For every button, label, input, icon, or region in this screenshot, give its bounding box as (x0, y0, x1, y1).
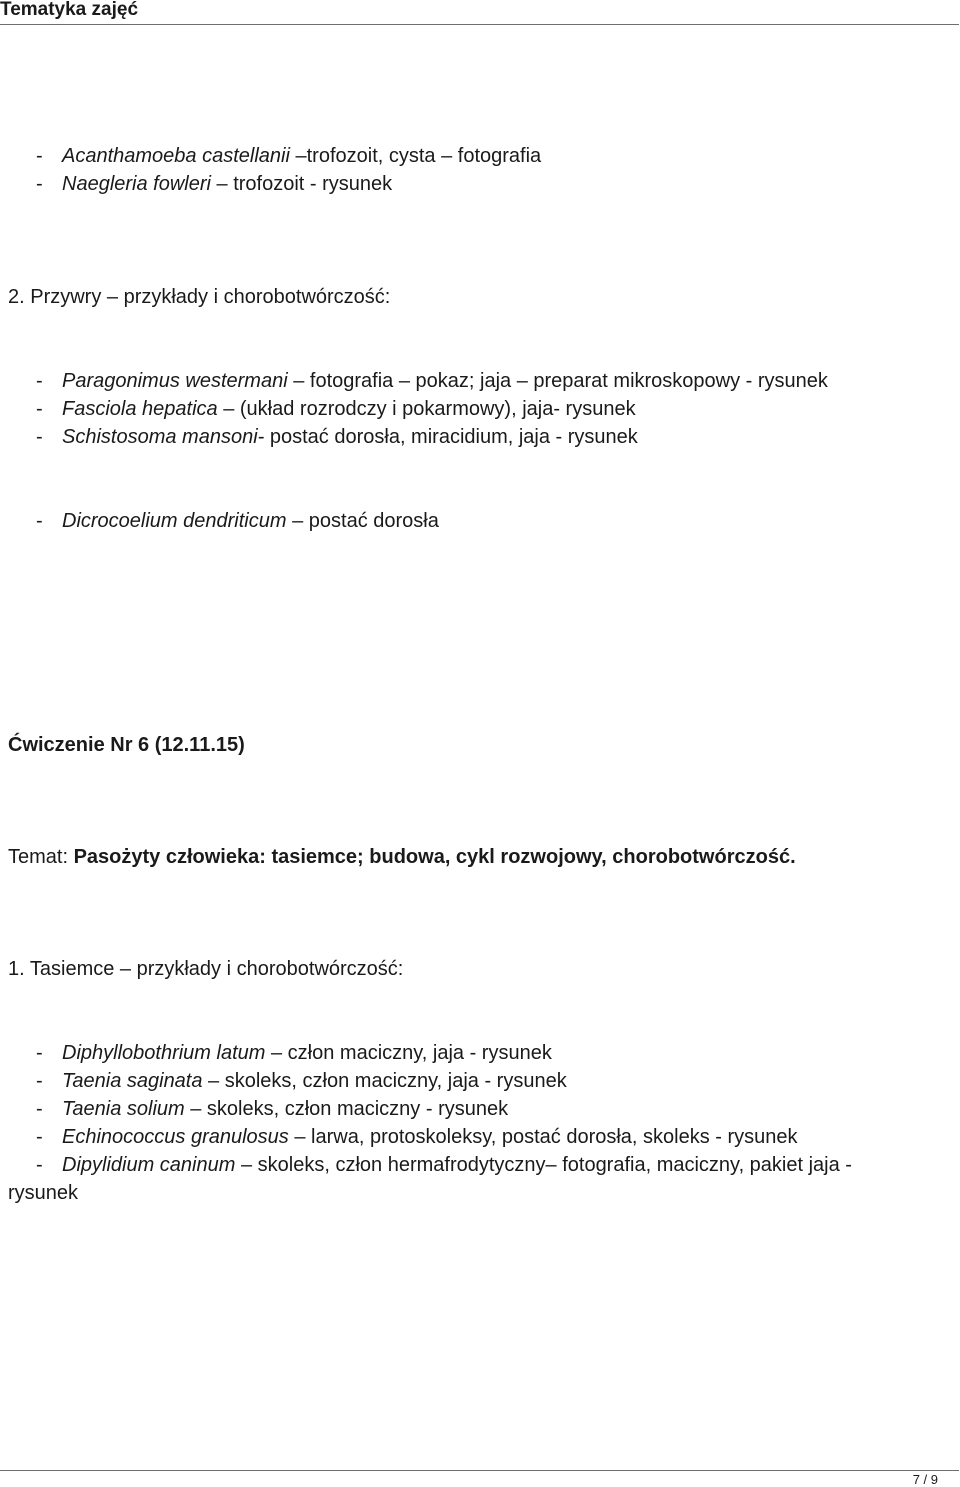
species-name: Fasciola hepatica (62, 398, 218, 420)
list-item-continuation: rysunek (8, 1182, 79, 1204)
list-dash: - (36, 1070, 43, 1092)
list-item (36, 397, 636, 421)
list-item (36, 144, 541, 168)
list-item (36, 1069, 567, 1093)
item-description: – skoleks, człon hermafrodytyczny– fotografia, maciczny, pakiet jaja - (235, 1154, 852, 1176)
list-item (36, 509, 439, 533)
item-description: – skoleks, człon maciczny - rysunek (184, 1098, 509, 1120)
species-name: Schistosoma mansoni- (62, 426, 265, 448)
list-item (36, 369, 828, 393)
species-name: Taenia solium (62, 1098, 185, 1120)
item-description: – (układ rozrodczy i pokarmowy), jaja- rysunek (217, 398, 636, 420)
item-description: postać dorosła, miracidium, jaja - rysunek (264, 426, 638, 448)
list-dash: - (36, 1154, 43, 1176)
list-item (36, 1125, 798, 1149)
item-description: –trofozoit, cysta – fotografia (289, 145, 542, 167)
species-name: Paragonimus westermani (62, 370, 288, 392)
list-dash: - (36, 1098, 43, 1120)
topic-line (8, 845, 796, 869)
header-divider (0, 24, 959, 25)
section-heading: 1. Tasiemce – przykłady i chorobotwórczość: (8, 958, 404, 980)
list-dash: - (36, 426, 43, 448)
list-item (36, 1153, 852, 1177)
topic-label: Temat: (8, 846, 74, 868)
species-name: Echinococcus granulosus (62, 1126, 289, 1148)
page-header-title: Tematyka zajęć (0, 0, 139, 20)
list-item (36, 172, 392, 196)
section-heading: 2. Przywry – przykłady i chorobotwórczość: (8, 286, 391, 308)
item-description: – człon maciczny, jaja - rysunek (265, 1042, 552, 1064)
species-name: Acanthamoeba castellanii (62, 145, 290, 167)
topic-text: Pasożyty człowieka: tasiemce; budowa, cykl rozwojowy, chorobotwórczość. (73, 846, 796, 868)
item-description: – trofozoit - rysunek (210, 173, 393, 195)
species-name: Diphyllobothrium latum (62, 1042, 266, 1064)
item-description: – postać dorosła (286, 510, 439, 532)
list-dash: - (36, 510, 43, 532)
list-item (36, 1041, 552, 1065)
list-dash: - (36, 1126, 43, 1148)
list-dash: - (36, 398, 43, 420)
item-description: – skoleks, człon maciczny, jaja - rysunek (202, 1070, 567, 1092)
list-item (36, 1097, 508, 1121)
page-number: 7 / 9 (912, 1472, 938, 1487)
item-description: – larwa, protoskoleksy, postać dorosła, skoleks - rysunek (288, 1126, 798, 1148)
list-dash: - (36, 173, 43, 195)
list-item (36, 425, 638, 449)
species-name: Naegleria fowleri (62, 173, 211, 195)
exercise-title: Ćwiczenie Nr 6 (12.11.15) (8, 734, 245, 756)
species-name: Dicrocoelium dendriticum (62, 510, 287, 532)
list-dash: - (36, 370, 43, 392)
footer-divider (0, 1470, 959, 1471)
list-dash: - (36, 1042, 43, 1064)
species-name: Taenia saginata (62, 1070, 203, 1092)
species-name: Dipylidium caninum (62, 1154, 236, 1176)
item-description: – fotografia – pokaz; jaja – preparat mikroskopowy - rysunek (287, 370, 828, 392)
list-dash: - (36, 145, 43, 167)
